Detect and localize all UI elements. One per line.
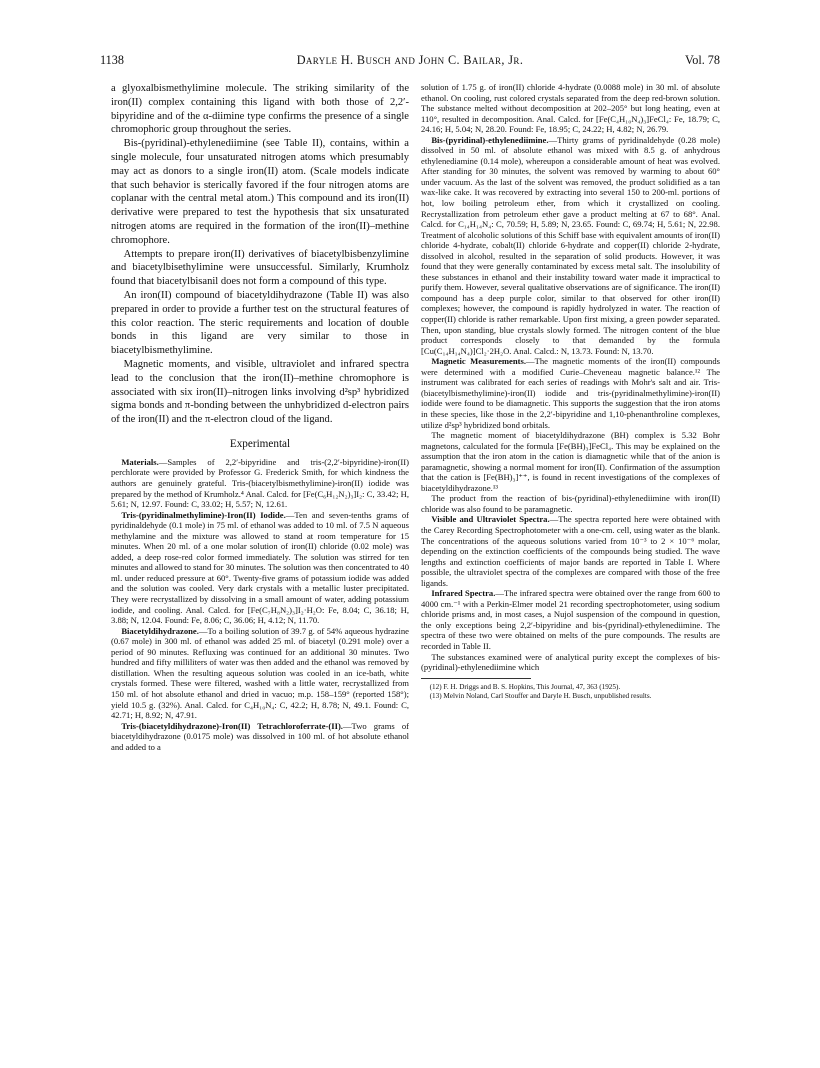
paragraph-body: The substances examined were of analytical purity except the complexes of bis-(pyridinal)-ethylenediimine which xyxy=(421,651,720,673)
footnote: (12) F. H. Driggs and B. S. Hopkins, This Journal, 47, 363 (1925). xyxy=(429,682,621,691)
paragraph xyxy=(421,430,720,493)
right-column xyxy=(421,82,720,701)
left-column xyxy=(111,82,409,752)
paragraph: Attempts to prepare iron(II) derivatives of biacetylbisbenzylimine and biacetylbisethylimine were unsuccessful. Similarly, Krumholz found that biacetylbisanil does not form a compound of this type. xyxy=(111,248,409,288)
run-in-heading: Biacetyldihydrazone. xyxy=(121,625,199,636)
paragraph-body: —The magnetic moments of the iron(II) compounds were determined with a modified Curie–Cheveneau magnetic balance.¹² The instrument was calibrated for each series of readings with Mohr's salt and air. Tris-(biacetylbismethylimine)-iron(II) iodide and tris-(pyridinalmethylimine)-iron(II) iodide were found to be diamagnetic. This supports the suggestion that the iron atoms in these species, like those in the 2,2′-bipyridine and 1,10-phenanthroline complexes, utilize d²sp³ hybridized bond orbitals. xyxy=(421,356,720,430)
paragraph-body: —Ten and seven-tenths grams of pyridinaldehyde (0.1 mole) in 75 ml. of ethanol was added to 10 ml. of 7.5 N aqueous methylamine and the mixture was allowed to stand at room temperature for 15 minutes. When 20 ml. of a one molar solution of iron(II) chloride (0.02 mole) was added, a deep rose-red color formed immediately. The solution was stirred for ten minutes and allowed to stand for 30 minutes. The solution was then concentrated to 40 ml. under reduced pressure at 60°. Twenty-five grams of potassium iodide was added and the solution was cooled. Very dark crystals with a metallic luster precipitated. They were recrystallized by dissolving in a small amount of water, adding potassium iodide, and cooling. Anal. Calcd. for [Fe(C₇H₈N₂)₃]I₂·H₂O: Fe, 8.04; C, 36.18; H, 3.88; N, 12.04. Found: Fe, 8.06; C, 36.06; H, 4.12; N, 11.70. xyxy=(111,509,409,626)
paragraph xyxy=(421,135,720,356)
running-title: Daryle H. Busch and John C. Bailar, Jr. xyxy=(296,53,524,67)
paragraph xyxy=(111,626,409,721)
paragraph xyxy=(421,514,720,588)
paragraph xyxy=(111,457,409,510)
paragraph: An iron(II) compound of biacetyldihydrazone (Table II) was also prepared in order to provide a further test on the structural features of this color reaction. The steric requirements and location of double bonds in this ligand are very similar to those in biacetylbismethylimine. xyxy=(111,289,409,357)
run-in-heading: Visible and Ultraviolet Spectra. xyxy=(431,514,550,525)
page-header xyxy=(100,52,720,68)
volume-label: Vol. 78 xyxy=(685,53,720,67)
paragraph: a glyoxalbismethylimine molecule. The striking similarity of the iron(II) complex containing this ligand with both those of 2,2′-bipyridine and of the α-diimine type confirms the presence of a single chromophoric group throughout the series. xyxy=(111,83,409,136)
paragraph xyxy=(421,493,720,514)
paragraph-body: solution of 1.75 g. of iron(II) chloride 4-hydrate (0.0088 mole) in 30 ml. of absolute ethanol. On cooling, rust colored crystals separated from the deep red-brown solution. The substance melted without decomposition at 202–205° but long heating, even at 110°, resulted in decomposition. Anal. Calcd. for [Fe(C₄H₁₀N₄)₃]FeCl₄: Fe, 18.79; C, 24.16; H, 5.04; N, 28.20. Found: Fe, 18.95; C, 24.22; H, 4.82; N, 26.79. xyxy=(421,82,720,135)
run-in-heading: Tris-(biacetyldihydrazone)-Iron(II) Tetrachloroferrate-(II). xyxy=(121,720,343,731)
run-in-heading: Infrared Spectra. xyxy=(431,588,496,599)
experimental-text xyxy=(111,457,409,752)
paragraph: Bis-(pyridinal)-ethylenediimine (see Table II), contains, within a single molecule, four unsaturated nitrogen atoms which presumably may act as donors to a single iron(II) atom. (Scale models indicate that such behavior is sterically favored if the four nitrogen atoms are coplanar with the central metal atom.) This compound and its iron(II) derivative were prepared to test the hypothesis that six unsaturated nitrogen atoms are required in the formation of the iron(II)–methine chromophore. xyxy=(111,138,409,246)
paragraph xyxy=(111,510,409,626)
paragraph-body: —Two grams of biacetyldihydrazone (0.0175 mole) was dissolved in 100 ml. of hot absolute ethanol and added to a xyxy=(111,720,409,752)
footnote: (13) Melvin Noland, Carl Stouffer and Daryle H. Busch, unpublished results. xyxy=(429,691,652,700)
paragraph-body: The product from the reaction of bis-(pyridinal)-ethylenediimine with iron(II) chloride was also found to be paramagnetic. xyxy=(421,493,720,514)
footnotes xyxy=(421,683,720,701)
paragraph-body: —Samples of 2,2′-bipyridine and tris-(2,2′-bipyridine)-iron(II) perchlorate were provided by Professor G. Frederick Smith, for which kindness the authors are genuinely grateful. Tris-(biacetylbismethylimine)-iron(II) iodide was prepared by the method of Krumholz.⁴ Anal. Calcd. for [Fe(C₆H₁₂N₂)₃]I₂: C, 33.42; H, 5.61; N, 12.97. Found: C, 33.02; H, 5.57; N, 12.61. xyxy=(111,456,409,510)
run-in-heading: Tris-(pyridinalmethylimine)-Iron(II) Iodide. xyxy=(121,509,286,520)
paragraph xyxy=(421,588,720,651)
paragraph-body: —The spectra reported here were obtained with the Carey Recording Spectrophotometer with a one-cm. cell, using water as the blank. The concentrations of the aqueous solutions varied from 10⁻³ to 2 × 10⁻⁶ molar, depending on the extinction coefficients of the compounds being studied. The wave lengths and extinction coefficients of major bands are reported in Table I. Where possible, the ultraviolet spectra of the complexes are compared with those of the free ligands. xyxy=(421,514,720,588)
paragraph-body: —Thirty grams of pyridinaldehyde (0.28 mole) dissolved in 50 ml. of absolute ethanol was mixed with 8.5 g. of anhydrous ethylenediamine (0.14 mole), whereupon a considerable amount of heat was evolved. After standing for 30 minutes, the solvent was removed by warming to about 60° under vacuum. As the last of the solvent was removed, the product solidified as a tan wax-like cake. It was recovered by extracting into several 150 to 200-ml. portions of hot, low boiling petroleum ether, from which it crystallized on cooling. Recrystallization from petroleum ether gave a product melting at 67 to 68°. Anal. Calcd. for C₁₄H₁₄N₄: C, 70.59; H, 5.89; N, 23.65. Found: C, 69.74; H, 5.61; N, 22.98. Treatment of alcoholic solutions of this Schiff base with equivalent amounts of iron(II) chloride 4-hydrate, cobalt(II) chloride 6-hydrate and copper(II) chloride 2-hydrate, dissolved in alcohol, resulted in the separation of solid products. However, it was found that they were generally contaminated by excess metal salt. The insolubility of these substances in ethanol and their instability toward water made it impractical to purify them. However, several qualitative observations are of significance. The iron(II) compound has a deep purple color, similar to that observed for other iron(II) complexes; however, the compound is rapidly hydrolyzed in water. The reaction of copper(II) chloride is rather remarkable. Upon first mixing, a green powder separated. Then, upon standing, blue crystals slowly formed. The nitrogen content of the blue product corresponds closely to that demanded by the formula [Cu(C₁₄H₁₄N₄)]Cl₂·2H₂O. Anal. Calcd.: N, 13.73. Found: N, 13.70. xyxy=(421,134,720,356)
page-number: 1138 xyxy=(100,53,124,67)
footnote-divider xyxy=(421,678,531,679)
section-heading: Experimental xyxy=(229,437,291,450)
discussion-text xyxy=(111,82,409,427)
run-in-heading: Magnetic Measurements. xyxy=(431,356,527,367)
paragraph xyxy=(421,356,720,430)
paragraph xyxy=(111,721,409,753)
paragraph-body: The magnetic moment of biacetyldihydrazone (BH) complex is 5.32 Bohr magnetons, calculated for the formula [Fe(BH)₃]FeCl₄. This may be explained on the assumption that the iron atom in the cation is diamagnetic while that of the anion is paramagnetic, showing a normal moment for iron(II). Confirmation of the assumption that the cation is [Fe(BH)₃]⁺⁺, is found in recent investigations of the complexes of biacetyldihydrazone.¹³ xyxy=(421,430,720,493)
paragraph xyxy=(421,82,720,135)
paragraph xyxy=(421,652,720,673)
paragraph-body: —The infrared spectra were obtained over the range from 600 to 4000 cm.⁻¹ with a Perkin-Elmer model 21 recording spectrophotometer, using sodium chloride prisms and, in most cases, a Nujol suspension of the compound in question, the only exceptions being 2,2′-bipyridine and bis-(pyridinal)-ethylenediimine. The spectra of these two were obtained on melts of the pure compounds. The results are recorded in Table II. xyxy=(421,588,721,651)
paragraph-body: —To a boiling solution of 39.7 g. of 54% aqueous hydrazine (0.67 mole) in 300 ml. of ethanol was added 25 ml. of biacetyl (0.291 mole) over a period of 90 minutes. Refluxing was continued for an additional 30 minutes. Two hundred and fifty milliliters of water was then added and the ethanol was removed by distillation. When the resulting aqueous solution was cooled in an ice-bath, white crystals formed. These were filtered, washed with a little water, recrystallized from 150 ml. of hot absolute ethanol and dried in vacuo; m.p. 158–159° (reported 158°); yield 10.5 g. (32%). Anal. Calcd. for C₄H₁₀N₄: C, 42.2; H, 8.78; N, 49.1. Found: C, 42.71; H, 8.92; N, 47.91. xyxy=(111,625,409,721)
run-in-heading: Bis-(pyridinal)-ethylenediimine. xyxy=(431,134,549,145)
paragraph: Magnetic moments, and visible, ultraviolet and infrared spectra lead to the conclusion that the iron(II)–methine chromophore is associated with six iron(II)–nitrogen links involving d²sp³ hybridized sigma bonds and π-bonding between the unhybridized d-electron pairs of the iron(II) and the π-electron cloud of the ligand. xyxy=(111,358,409,426)
run-in-heading: Materials. xyxy=(121,456,159,467)
